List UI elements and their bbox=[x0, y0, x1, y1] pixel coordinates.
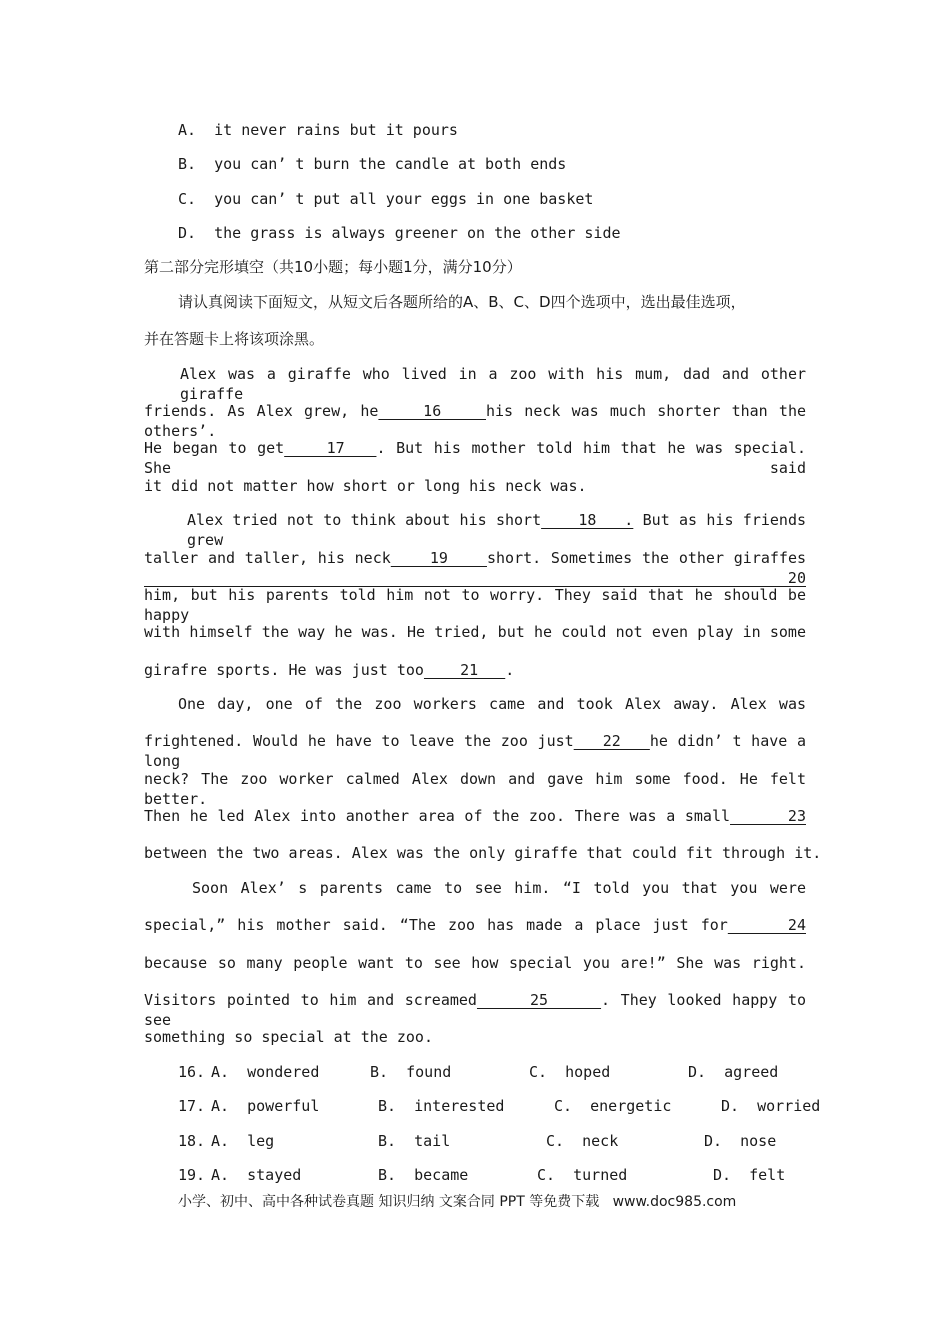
passage-line: girafre sports. He was just too 21 . bbox=[144, 661, 515, 679]
page-footer: 小学、初中、高中各种试卷真题 知识归纳 文案合同 PPT 等免费下载 www.doc985.com bbox=[178, 1194, 737, 1210]
choice-b: B. found bbox=[370, 1063, 452, 1081]
passage-line: Visitors pointed to him and screamed 25 . They looked happy to see bbox=[144, 991, 807, 1029]
choice-b: B. interested bbox=[378, 1097, 505, 1115]
passage-line: taller and taller, his neck 19 short. Sometimes the other giraffes 20 bbox=[144, 549, 807, 587]
choice-b: B. tail bbox=[378, 1132, 451, 1150]
choice-d: D. felt bbox=[713, 1166, 786, 1184]
blank-18: 18 . bbox=[541, 511, 634, 529]
choice-c: C. energetic bbox=[554, 1097, 672, 1115]
option-c: C. you can’ t put all your eggs in one basket bbox=[178, 190, 594, 208]
choice-d: D. nose bbox=[704, 1132, 777, 1150]
passage-line: special,” his mother said. “The zoo has made a place just for 24 bbox=[144, 916, 806, 934]
question-number: 17. bbox=[178, 1097, 206, 1115]
passage-line: Then he led Alex into another area of the zoo. There was a small 23 bbox=[144, 807, 806, 825]
question-number: 18. bbox=[178, 1132, 206, 1150]
instruction-line-2: 并在答题卡上将该项涂黑。 bbox=[144, 330, 325, 348]
passage-line: Alex was a giraffe who lived in a zoo with his mum, dad and other giraffe bbox=[180, 365, 806, 403]
choice-b: B. became bbox=[378, 1166, 469, 1184]
section-title: 第二部分完形填空（共10小题；每小题1分，满分10分） bbox=[144, 258, 522, 276]
choice-a: A. wondered bbox=[211, 1063, 320, 1081]
choice-a: A. leg bbox=[211, 1132, 275, 1150]
choice-a: A. stayed bbox=[211, 1166, 302, 1184]
blank-16: 16 bbox=[378, 402, 486, 420]
passage-line: because so many people want to see how special you are!” She was right. bbox=[144, 954, 806, 972]
passage-line: Alex tried not to think about his short 18 . But as his friends grew bbox=[187, 511, 806, 549]
passage-line: with himself the way he was. He tried, but he could not even play in some bbox=[144, 623, 806, 641]
blank-21: 21 bbox=[423, 661, 506, 679]
passage-line: neck? The zoo worker calmed Alex down and gave him some food. He felt better. bbox=[144, 770, 806, 808]
blank-25: 25 bbox=[476, 991, 602, 1009]
option-a: A. it never rains but it pours bbox=[178, 121, 458, 139]
passage-line: him, but his parents told him not to worry. They said that he should be happy bbox=[144, 586, 806, 624]
passage-line: One day, one of the zoo workers came and took Alex away. Alex was bbox=[178, 695, 806, 713]
blank-17: 17 bbox=[284, 439, 377, 457]
blank-23: 23 bbox=[730, 807, 806, 825]
question-number: 16. bbox=[178, 1063, 206, 1081]
instruction-line-1: 请认真阅读下面短文，从短文后各题所给的A、B、C、D四个选项中，选出最佳选项， bbox=[178, 293, 746, 311]
choice-d: D. agreed bbox=[688, 1063, 779, 1081]
passage-line: it did not matter how short or long his neck was. bbox=[144, 477, 587, 495]
option-b: B. you can’ t burn the candle at both ends bbox=[178, 155, 567, 173]
passage-line: Soon Alex’ s parents came to see him. “I told you that you were bbox=[192, 879, 806, 897]
choice-c: C. hoped bbox=[529, 1063, 611, 1081]
choice-c: C. neck bbox=[546, 1132, 619, 1150]
passage-line: something so special at the zoo. bbox=[144, 1028, 433, 1046]
passage-line: He began to get 17 . But his mother told him that he was special. She said bbox=[144, 439, 806, 477]
passage-line: between the two areas. Alex was the only giraffe that could fit through it. bbox=[144, 844, 822, 862]
question-number: 19. bbox=[178, 1166, 206, 1184]
choice-c: C. turned bbox=[537, 1166, 628, 1184]
passage-line: friends. As Alex grew, he 16 his neck was much shorter than the others’. bbox=[144, 402, 806, 440]
choice-a: A. powerful bbox=[211, 1097, 320, 1115]
choice-d: D. worried bbox=[721, 1097, 821, 1115]
blank-19: 19 bbox=[390, 549, 487, 567]
blank-24: 24 bbox=[727, 916, 806, 934]
passage-line: frightened. Would he have to leave the zoo just 22 he didn’ t have a long bbox=[144, 732, 806, 770]
blank-22: 22 bbox=[573, 732, 650, 750]
option-d: D. the grass is always greener on the other side bbox=[178, 224, 621, 242]
blank-20: 20 bbox=[144, 569, 806, 587]
